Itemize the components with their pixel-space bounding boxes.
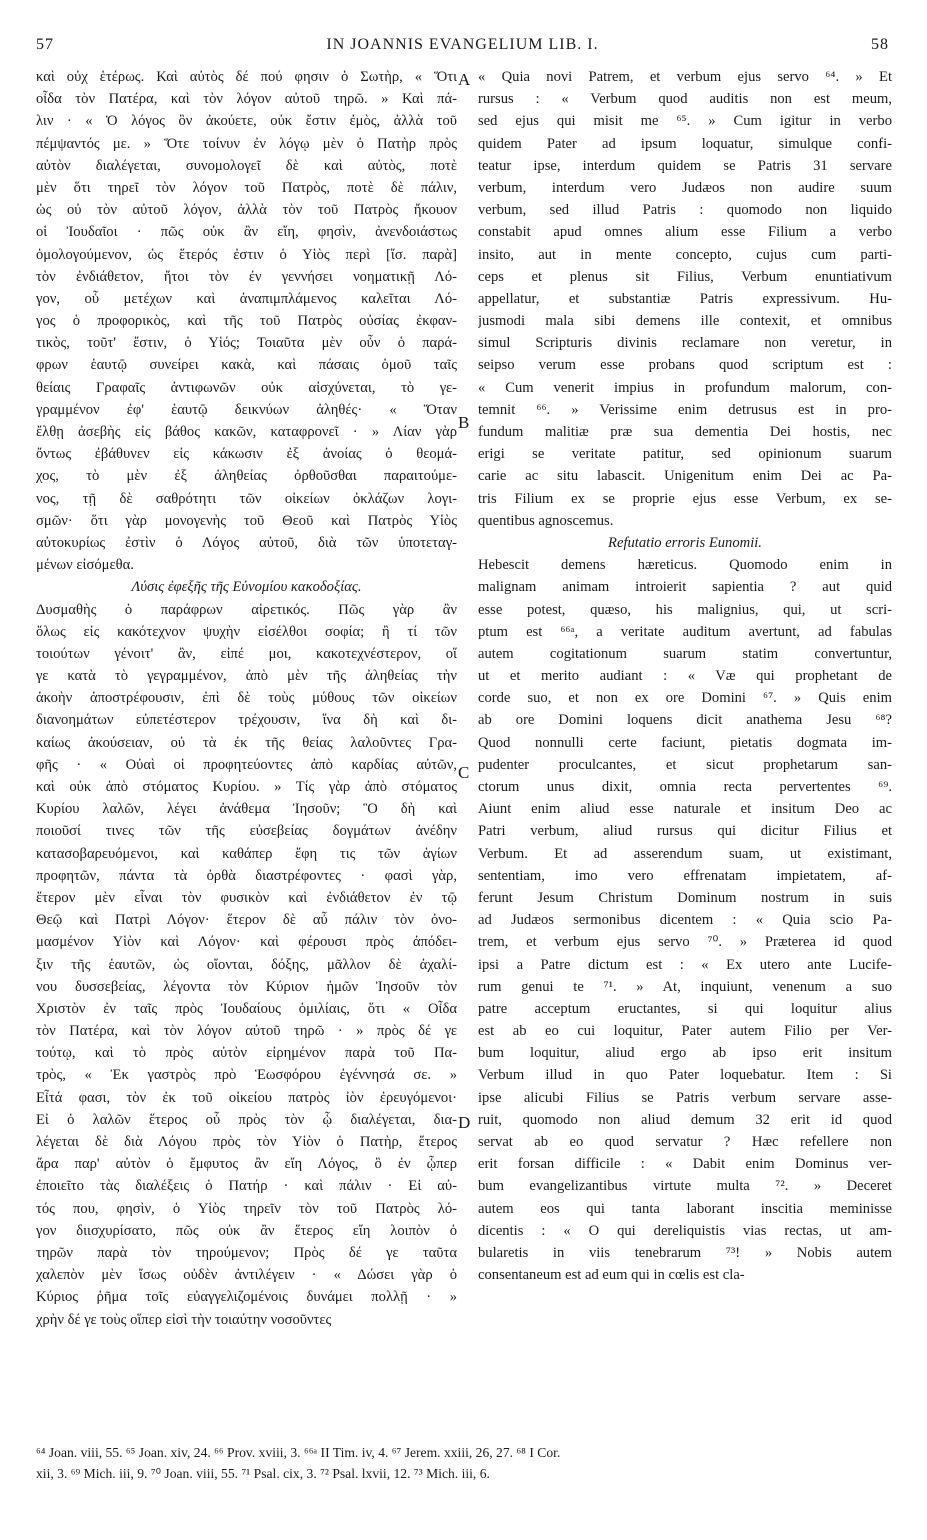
text-line: ad Judæos sermonibus dicentem : « Quia scio Pa- (478, 912, 892, 929)
text-line: rum genui te ⁷¹. » At, inquiunt, venenum a suo (478, 978, 892, 995)
text-line: καὶ οὐκ ἀπὸ στόματος Κυρίου. » Τίς γὰρ ἀπὸ στόματος (36, 779, 457, 795)
greek-column (36, 66, 457, 1331)
text-line: consentaneum est ad eum qui in cœlis est cla- (478, 1267, 745, 1284)
text-line: Aiunt enim aliud esse naturale et insitum Deo ac (478, 801, 892, 818)
text-line: οἶδα τὸν Πατέρα, καὶ τὸν λόγον αὐτοῦ τηρῶ. » Καὶ πά- (36, 91, 457, 108)
text-line: ipse alicubi Filius se Patris verbum servare asse- (478, 1089, 892, 1106)
text-line: γος ὁ προφορικὸς, καὶ τῆς τοῦ Πατρὸς οὐσίας ἐκφαν- (36, 313, 457, 330)
text-line: ctorum unus dixit, omnia recta pervertentes ⁶⁹. (478, 779, 892, 795)
text-line: Χριστὸν ἐν ταῖς πρὸς Ἰουδαίους ὁμιλίαις, ὅτι « Οἶδα (36, 1000, 457, 1017)
text-line: carie ac situ labascit. Unigenitum enim Dei ac Pa- (478, 468, 892, 485)
text-line: πέμψαντός με. » Ὅτε τοίνυν ἐν λόγῳ μὲν ὁ Πατὴρ πρὸς (36, 135, 457, 152)
text-line: Κύριος ῥῆμα τοῖς εὐαγγελιζομένοις δυνάμει πολλῇ · » (36, 1289, 457, 1306)
text-line: temnit ⁶⁶. » Verissime enim detrusus est in pro- (478, 401, 892, 418)
text-line: Δυσμαθὴς ὁ παράφρων αἱρετικός. Πῶς γὰρ ἂν (36, 601, 457, 618)
text-line: ferunt Jesum Christum Dominum nostrum in suis (478, 889, 892, 906)
text-line: ποιοῦσί τινες τῶν τῆς εὐσεβείας δογμάτων ἀνέδην (36, 823, 457, 840)
text-line: Verbum. Et ad asserendum suam, ut existimant, (478, 845, 892, 862)
text-line: Verbum illud in quo Pater loquebatur. Item : Si (478, 1067, 892, 1084)
text-line: erigi se veritate patitur, sed opinionum suarum (478, 446, 892, 463)
text-line: verbum, interdum vero Judæos non audire suum (478, 179, 892, 196)
text-line: trem, et verbum ejus servo ⁷⁰. » Præterea id quod (478, 934, 892, 951)
text-line: τός που, φησὶν, ὁ Υἱὸς τηρεῖν τὸν τοῦ Πατρὸς λό- (36, 1200, 457, 1217)
text-line: ruit, quomodo non aliud demum 32 erit id quod (478, 1111, 892, 1128)
text-line: Hebescit demens hæreticus. Quomodo enim in (478, 557, 892, 574)
text-line: τὸν ἐνδιάθετον, ἤτοι τὸν ἐν γεννήσει νοηματικῇ Λό- (36, 268, 457, 285)
text-line: οἱ Ἰουδαῖοι · πῶς οὐκ ἂν εἴη, φησὶν, ἀνενδοιάστως (36, 224, 457, 241)
text-line: προφητῶν, πάντα τὰ ὀρθὰ διαστρέφοντες · φασὶ γὰρ, (36, 867, 457, 884)
text-line: ab ore Domini loquens dicit anathema Jesu ⁶⁸? (478, 712, 892, 729)
text-line: rursus : « Verbum quod auditis non est meum, (478, 91, 892, 108)
text-line: ipsi a Patre dictum est : « Ex utero ante Lucife- (478, 956, 892, 973)
margin-marker-b: B (458, 413, 470, 432)
text-line: ὄντως ἐβάθυνεν εἰς κάκωσιν ἐξ ἀνοίας ὁ θεομά- (36, 446, 457, 463)
text-line: servat ab eo quod servatur ? Hæc refellere non (478, 1134, 892, 1150)
text-line: λιν · « Ὁ λόγος ὃν ἀκούετε, οὐκ ἔστιν ἐμὸς, ἀλλὰ τοῦ (36, 113, 457, 130)
margin-marker-a: A (458, 70, 471, 89)
text-line: bum evangelizantibus virtute multa ⁷². » Deceret (478, 1178, 892, 1195)
text-line: γον διισχυρίσατο, πῶς οὐκ ἂν ἕτερος εἴη λοιπὸν ὁ (36, 1222, 457, 1239)
text-line: μὲν ὅτι τηρεῖ τὸν λόγον τοῦ Πατρὸς, ποτὲ δὲ πάλιν, (36, 179, 457, 196)
text-line: teatur ipse, interdum quidem se Patris 31 servare (478, 157, 892, 174)
text-line: quidem Pater ad ipsum loquatur, simulque confi- (478, 135, 892, 152)
footnote-line: ⁶⁴ Joan. viii, 55. ⁶⁵ Joan. xiv, 24. ⁶⁶ Prov. xviii, 3. ⁶⁶ᵃ II Tim. iv, 4. ⁶⁷ Jerem. xxiii, 26, 27. ⁶⁸ I Cor. (36, 1445, 561, 1460)
text-line: χρὴν δέ γε τοὺς οἵπερ εἰσὶ τὴν τοιαύτην νοσοῦντες (36, 1311, 332, 1328)
text-line: bularetis in viis tenebrarum ⁷³! » Nobis autem (478, 1244, 892, 1261)
text-line: γον, οὗ μετέχων καὶ ἀναπιμπλάμενος καλεῖται Λό- (36, 290, 457, 307)
text-line: αὐτοκυρίως ἐστὶν ὁ Λόγος αὐτοῦ, διὰ τῶν ὑποτεταγ- (36, 534, 457, 551)
text-line: νος, τῇ δὲ σαθρότητι τῶν οἰκείων ὀκλάζων λογι- (36, 490, 457, 507)
margin-marker-d: D (458, 1113, 471, 1132)
text-line: quentibus agnoscemus. (478, 512, 614, 529)
footnotes (36, 1442, 889, 1484)
text-line: sententiam, imo vero effrenatam impietatem, af- (478, 867, 892, 884)
text-line: Εἶτά φασι, τὸν ἐκ τοῦ οἰκείου πατρὸς ἰὸν ἐρευγόμενοι· (36, 1089, 457, 1106)
text-line: ut et merito audiant : « Væ qui prophetant de (478, 668, 892, 685)
text-line: est ab eo cui loquitur, Pater autem Filio per Ver- (478, 1023, 892, 1040)
text-line: erit forsan difficile : « Dabit enim Dominus ver- (478, 1156, 892, 1173)
text-line: simul Scripturis divinis reclamare non veretur, in (478, 335, 892, 352)
text-line: tris Filium ex se proprie ejus esse Verbum, ex se- (478, 490, 892, 507)
text-line: τικὸς, τοῦτ' ἔστιν, ὁ Υἱός; Τοιαῦτα μὲν οὖν ὁ παρά- (36, 335, 457, 352)
text-line: Quod nonnulli certe faciunt, pietatis dogmata im- (478, 734, 892, 751)
text-line: autem eos qui tanta laborant inscitia meminisse (478, 1200, 892, 1217)
text-line: φρων ἑαυτῷ συνείρει κακὰ, καὶ πάσαις ὁμοῦ ταῖς (36, 357, 457, 374)
text-line: κατασοβαρευόμενοι, καὶ καθάπερ ἔφη τις τῶν ἁγίων (36, 845, 457, 862)
text-line: τούτῳ, καὶ τὸ πρὸς αὐτὸν εἰρημένον παρὰ τοῦ Πα- (36, 1045, 457, 1062)
text-line: σμῶν· ὅτι γὰρ μονογενὴς τοῦ Θεοῦ καὶ Πατρὸς Υἱὸς (36, 512, 457, 529)
text-line: sed ejus qui misit me ⁶⁵. » Cum igitur in verbo (478, 113, 892, 130)
text-line: μένων εἰσόμεθα. (36, 557, 134, 574)
text-line: μασμένον Υἱὸν καὶ Λόγον· καὶ φέρουσι πρὸς ἀπόδει- (36, 934, 457, 951)
page-number-left: 57 (36, 36, 54, 53)
text-line: τρὸς, « Ἐκ γαστρὸς πρὸ Ἑωσφόρου ἐγέννησά σε. » (36, 1067, 457, 1084)
text-line: verbum, sed illud Patris : quomodo non liquido (478, 202, 892, 219)
text-line: ξιν τῆς ἑαυτῶν, ὡς οἴονται, δόξης, μᾶλλον δὲ ἀχαλί- (36, 956, 457, 973)
text-line: φῆς · « Οὐαὶ οἱ προφητεύοντες ἀπὸ καρδίας αὐτῶν, (36, 756, 457, 773)
text-line: ptum est ⁶⁶ᵃ, a veritate auditum avertunt, ad fabulas (478, 623, 892, 640)
text-line: malignam animam introierit sapientia ? aut quid (478, 579, 892, 596)
running-header (36, 36, 889, 58)
text-line: αὐτὸν διαλέγεται, συνομολογεῖ δὲ καὶ αὐτὸς, ποτὲ (36, 157, 457, 174)
text-line: esse potest, quæso, his malignius, qui, ut scri- (478, 601, 892, 618)
text-line: « Cum venerit impius in profundum malorum, con- (478, 379, 892, 396)
text-line: τηρῶν παρὰ τὸν τηρούμενον; Πρὸς δέ γε ταῦτα (36, 1244, 457, 1261)
text-line: ἀκοὴν ἀποστρέφουσιν, ἐπὶ δὲ τοὺς μύθους τῶν οἰκείων (36, 690, 457, 707)
text-line: νου δυσσεβείας, λέγοντα τὸν Κύριον ἡμῶν Ἰησοῦν τὸν (36, 978, 457, 995)
page-number-right: 58 (871, 36, 889, 53)
text-line: dicentis : « O qui dereliquistis vias rectas, ut am- (478, 1222, 892, 1239)
latin-column (478, 66, 892, 1286)
text-line: ceps et plenus sit Filius, Verbum enuntiativum (478, 268, 892, 285)
text-line: λέγεται δὲ διὰ Λόγου πρὸς τὸν Υἱὸν ὁ Πατὴρ, ἕτερος (36, 1134, 457, 1150)
text-line: ὡς οὐ τὸν αὐτοῦ λόγον, ἀλλὰ τὸν τοῦ Πατρὸς ἤκουον (36, 202, 457, 219)
text-line: καίως ἀκούσειαν, οὐ τὰ ἐκ τῆς θείας λαλοῦντες Γρα- (36, 734, 457, 751)
text-line: χος, τὸ μὲν ἐξ ἀληθείας ὀρθοῦσθαι παραιτούμε- (36, 468, 457, 485)
text-line: appellatur, et substantiæ Patris expressivum. Hu- (478, 290, 892, 307)
text-line: pudenter proculcantes, et sicut prophetarum san- (478, 756, 892, 773)
text-line: γραμμένον ἐφ' ἑαυτῷ δεικνύων ἀληθές· « Ὅταν (36, 401, 457, 418)
running-title: IN JOANNIS EVANGELIUM LIB. I. (326, 36, 599, 53)
text-line: insito, aut in mente concepto, cujus cum parti- (478, 246, 892, 263)
text-line: patre acceptum eructantes, si qui loquitur alius (478, 1000, 892, 1017)
text-line: Patri verbum, aliud rursus qui dicitur Filius et (478, 823, 892, 840)
text-line: γε κατὰ τὸ γεγραμμένον, ἀπὸ μὲν τῆς ἀληθείας τὴν (36, 668, 457, 685)
text-line: ὅλως εἰς κακότεχνον ψυχὴν εἰσέλθοι σοφία; ἢ τί τῶν (36, 623, 457, 640)
text-line: καὶ οὐχ ἑτέρως. Καὶ αὐτὸς δέ πού φησιν ὁ Σωτὴρ, « Ὅτι (36, 69, 457, 85)
text-line: Κυρίου λαλῶν, λέγει ἀνάθεμα Ἰησοῦν; Ὃ δὴ καὶ (36, 801, 457, 818)
text-line: autem cogitationum suarum statim convertuntur, (478, 645, 892, 662)
text-line: constabit apud omnes alium esse Filium a verbo (478, 224, 892, 241)
text-line: τὸν Πατέρα, καὶ τὸν λόγον αὐτοῦ τηρῶ · » πρὸς δέ γε (36, 1023, 457, 1040)
footnote-line: xii, 3. ⁶⁹ Mich. iii, 9. ⁷⁰ Joan. viii, 55. ⁷¹ Psal. cix, 3. ⁷² Psal. lxvii, 12. ⁷³ Mich. iii, 6. (36, 1466, 490, 1481)
text-line: ὁμολογούμενον, ὡς ἕτερός ἐστιν ὁ Υἱὸς περὶ [ἴσ. παρὰ] (36, 246, 457, 263)
text-line: χαλεπὸν μὲν ἴσως οὐδὲν ἀντιλέγειν · « Δώσει γὰρ ὁ (36, 1267, 457, 1284)
text-line: ἔλθῃ ἀσεβὴς εἰς βάθος κακῶν, καταφρονεῖ · » Λίαν γὰρ (36, 424, 457, 440)
section-heading: Λύσις ἐφεξῆς τῆς Εὐνομίου κακοδοξίας. (131, 579, 362, 596)
text-line: bum loquitur, aliud ergo ab ipso erit insitum (478, 1045, 892, 1062)
text-line: θείαις Γραφαῖς ἀντιφωνῶν οὐκ αἰσχύνεται, τὸ γε- (36, 379, 457, 396)
text-line: Θεῷ καὶ Πατρὶ Λόγον· ἕτερον δὲ αὖ πάλιν τὸν ὀνο- (36, 912, 457, 929)
text-line: corde suo, et non ex ore Domini ⁶⁷. » Quis enim (478, 690, 892, 707)
text-line: ἐποιεῖτο τὰς διαλέξεις ὁ Πατήρ · καὶ πάλιν · Εἰ αὐ- (36, 1178, 457, 1195)
text-line: « Quia novi Patrem, et verbum ejus servo ⁶⁴. » Et (478, 69, 892, 85)
text-line: διανοημάτων εὐπετέστερον τρέχουσιν, ἵνα δὴ καὶ δι- (36, 712, 457, 729)
section-heading: Refutatio erroris Eunomii. (608, 534, 762, 551)
text-line: ἕτερον μὲν εἶναι τὸν φυσικὸν καὶ ἐνδιάθετον ἐν τῷ (36, 889, 457, 906)
text-line: jusmodi mala sibi demens ille contexit, et omnibus (478, 313, 892, 330)
text-line: τοιούτων γένοιτ' ἂν, εἰπέ μοι, κακοτεχνέστερον, οἵ (36, 645, 457, 662)
text-line: fundum malitiæ præ sua dementia Dei hostis, nec (478, 424, 892, 440)
text-line: ἄρα παρ' αὐτὸν ὁ ἔμφυτος ἂν εἴη Λόγος, ὃ ἐν ᾧπερ (36, 1156, 457, 1173)
text-line: Εἰ ὁ λαλῶν ἕτερος οὗ πρὸς τὸν ᾧ διαλέγεται, δια- (36, 1111, 457, 1128)
text-line: seipso verum esse probans quod scriptum est : (478, 357, 892, 374)
margin-marker-c: C (458, 763, 470, 782)
